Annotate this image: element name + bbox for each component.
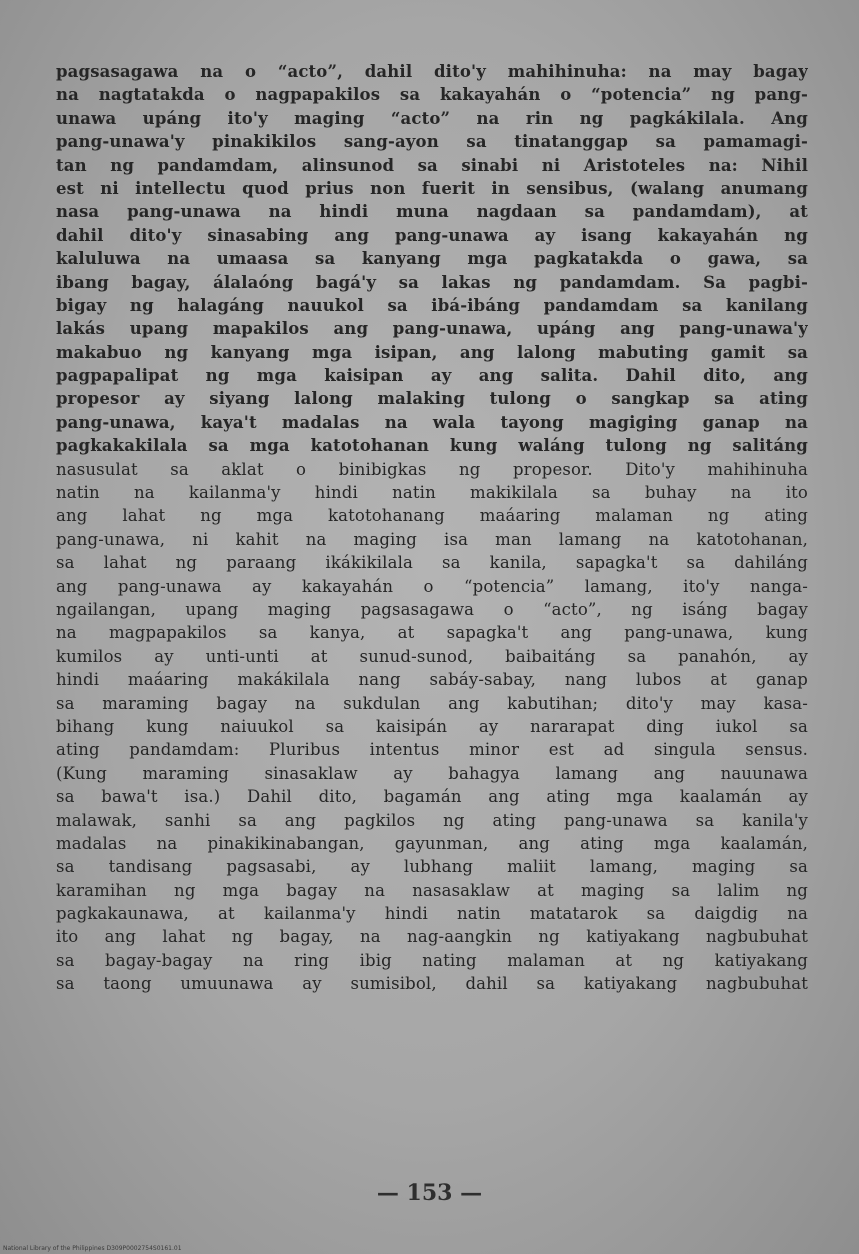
text-line: sa lahat ng paraang ikákikilala sa kanila, sapagka't sa dahiláng xyxy=(56,553,808,573)
text-line: bigay ng halagáng nauukol sa ibá-ibáng pandamdam sa kanilang xyxy=(56,295,808,315)
text-line: propesor ay siyang lalong malaking tulong o sangkap sa ating xyxy=(56,389,808,409)
text-line: ating pandamdam: Pluribus intentus minor est ad singula sensus. xyxy=(56,740,808,760)
text-line: sa bawa't isa.) Dahil dito, bagamán ang ating mga kaalamán ay xyxy=(56,787,808,807)
text-line: natin na kailanma'y hindi natin makikilala sa buhay na ito xyxy=(56,483,808,503)
text-line: est ni intellectu quod prius non fuerit in sensibus, (walang anumang xyxy=(56,178,808,198)
text-line: nasa pang-unawa na hindi muna nagdaan sa pandamdam), at xyxy=(56,202,808,222)
text-line: malawak, sanhi sa ang pagkilos ng ating pang-unawa sa kanila'y xyxy=(56,810,808,830)
text-line: pang-unawa, kaya't madalas na wala tayong magiging ganap na xyxy=(56,412,808,432)
text-line: nasusulat sa aklat o binibigkas ng propesor. Dito'y mahihinuha xyxy=(56,459,808,479)
text-line: (Kung maraming sinasaklaw ay bahagya lamang ang nauunawa xyxy=(56,763,808,783)
text-line: tan ng pandamdam, alinsunod sa sinabi ni Aristoteles na: Nihil xyxy=(56,155,808,175)
text-line: pang-unawa'y pinakikilos sang-ayon sa tinatanggap sa pamamagi- xyxy=(56,132,808,152)
text-line: ang pang-unawa ay kakayahán o “potencia” lamang, ito'y nanga- xyxy=(56,576,808,596)
text-line: unawa upáng ito'y maging “acto” na rin ng pagkákilala. Ang xyxy=(56,108,808,128)
text-line: na magpapakilos sa kanya, at sapagka't ang pang-unawa, kung xyxy=(56,623,808,643)
text-line: pagpapalipat ng mga kaisipan ay ang salita. Dahil dito, ang xyxy=(56,366,808,386)
text-line: kumilos ay unti-unti at sunud-sunod, baibaitáng sa panahón, ay xyxy=(56,646,808,666)
text-line: kaluluwa na umaasa sa kanyang mga pagkatakda o gawa, sa xyxy=(56,249,808,269)
text-line: ngailangan, upang maging pagsasagawa o “acto”, ng isáng bagay xyxy=(56,599,808,619)
text-line: karamihan ng mga bagay na nasasaklaw at maging sa lalim ng xyxy=(56,880,808,900)
text-line: sa maraming bagay na sukdulan ang kabutihan; dito'y may kasa- xyxy=(56,693,808,713)
body-text xyxy=(56,60,808,996)
text-line: pagsasagawa na o “acto”, dahil dito'y mahihinuha: na may bagay xyxy=(56,62,808,81)
text-line: pang-unawa, ni kahit na maging isa man lamang na katotohanan, xyxy=(56,529,808,549)
text-line: bihang kung naiuukol sa kaisipán ay nararapat ding iukol sa xyxy=(56,716,808,736)
text-line: dahil dito'y sinasabing ang pang-unawa ay isang kakayahán ng xyxy=(56,225,808,245)
text-line: hindi maáaring makákilala nang sabáy-sabay, nang lubos at ganap xyxy=(56,670,808,690)
text-line: pagkakakilala sa mga katotohanan kung waláng tulong ng salitáng xyxy=(56,436,808,456)
text-line: ito ang lahat ng bagay, na nag-aangkin ng katiyakang nagbubuhat xyxy=(56,927,808,947)
page-number: — 153 — xyxy=(376,1180,483,1206)
text-line: sa tandisang pagsasabi, ay lubhang maliit lamang, maging sa xyxy=(56,857,808,877)
text-line: lakás upang mapakilos ang pang-unawa, upáng ang pang-unawa'y xyxy=(56,319,808,339)
text-line: sa taong umuunawa ay sumisibol, dahil sa katiyakang nagbubuhat xyxy=(56,974,808,994)
footer-credit: National Library of the Philippines D309P0002754S0161.01 xyxy=(3,1245,182,1252)
text-line: ang lahat ng mga katotohanang maáaring malaman ng ating xyxy=(56,506,808,526)
text-line: ibang bagay, álalaóng bagá'y sa lakas ng pandamdam. Sa pagbi- xyxy=(56,272,808,292)
text-line: na nagtatakda o nagpapakilos sa kakayahán o “potencia” ng pang- xyxy=(56,85,808,105)
text-line: pagkakaunawa, at kailanma'y hindi natin matatarok sa daigdig na xyxy=(56,904,808,924)
text-line: makabuo ng kanyang mga isipan, ang lalong mabuting gamit sa xyxy=(56,342,808,362)
text-line: sa bagay-bagay na ring ibig nating malaman at ng katiyakang xyxy=(56,950,808,970)
text-line: madalas na pinakikinabangan, gayunman, ang ating mga kaalamán, xyxy=(56,833,808,853)
